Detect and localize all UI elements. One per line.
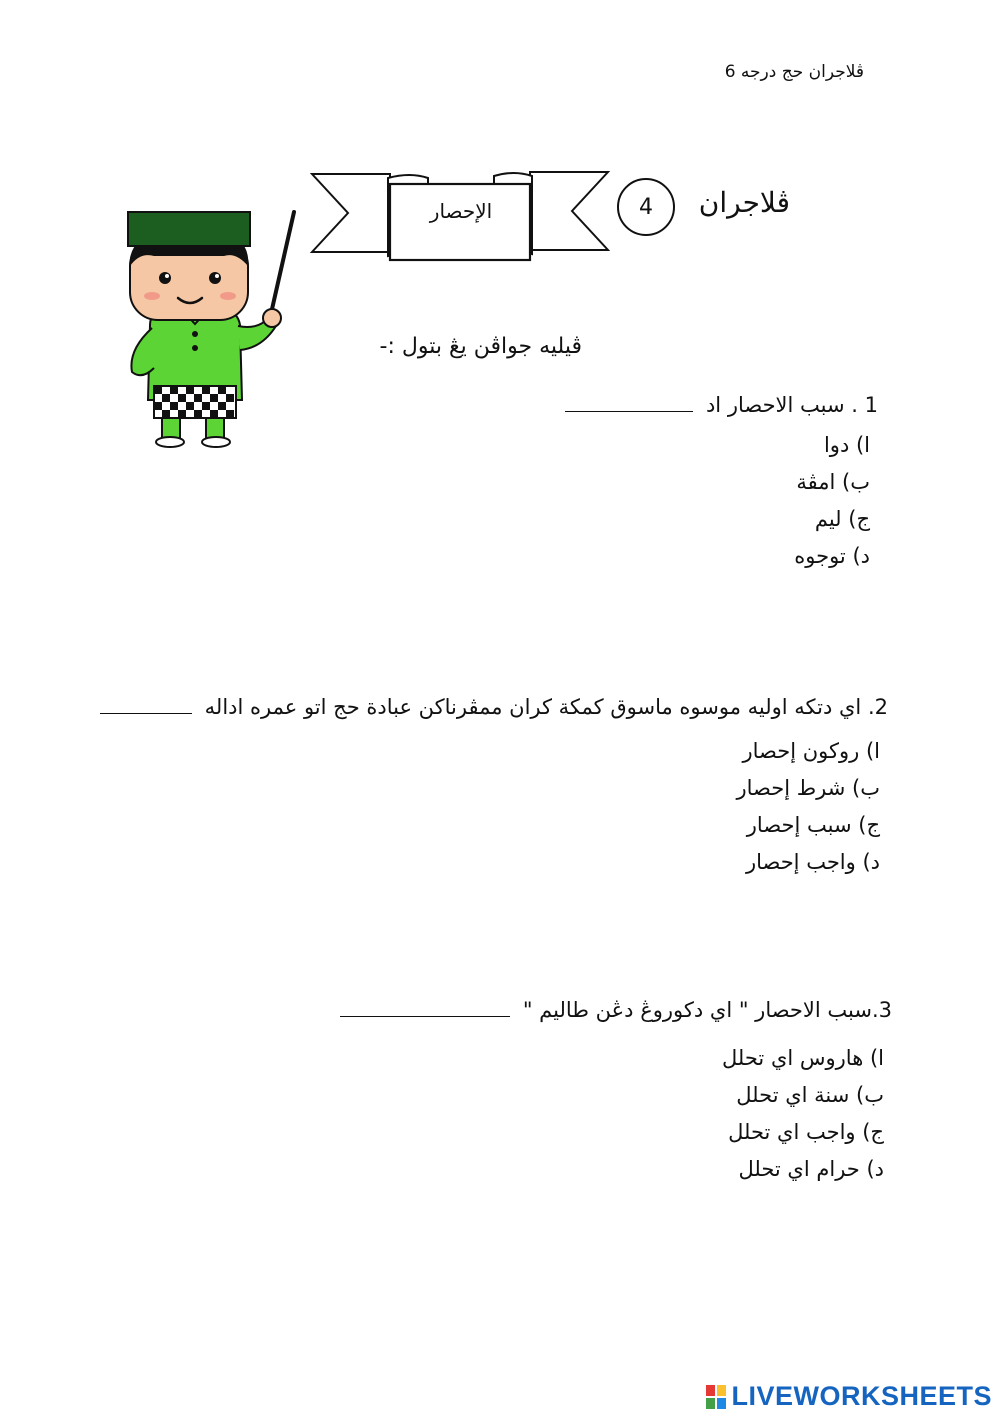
page-header: ڤلاجران حج درجه 6 — [724, 62, 864, 82]
lesson-label: ڤلاجران — [698, 186, 790, 219]
lesson-title: الإحصار — [429, 199, 493, 223]
answer-blank[interactable] — [565, 411, 693, 412]
question-2-text: 2. اي دتكه اوليه موسوه ماسوق كمكة كران ممڤرناكن عبادة حج اتو عمره اداله — [100, 695, 888, 719]
option[interactable]: ا) دوا — [823, 433, 870, 457]
question-1-text: 1 . سبب الاحصار اد — [565, 393, 878, 417]
option[interactable]: د) واجب إحصار — [745, 850, 880, 874]
question-1-block — [565, 393, 878, 568]
option[interactable]: ج) ليم — [814, 507, 870, 531]
option[interactable]: ب) امڤة — [796, 470, 870, 494]
option[interactable]: د) توجوه — [794, 544, 870, 568]
lesson-number: 4 — [639, 194, 653, 220]
question-2-block — [100, 695, 888, 874]
liveworksheets-logo — [705, 1381, 992, 1412]
option[interactable]: ج) سبب إحصار — [746, 813, 880, 837]
option[interactable]: ا) روكون إحصار — [742, 739, 880, 763]
question-3-text: 3.سبب الاحصار " اي دكوروڠ دڠن طاليم " — [340, 998, 892, 1022]
option[interactable]: د) حرام اي تحلل — [738, 1157, 884, 1181]
instructions: ڤيليه جواڤن يڠ بتول :- — [379, 334, 582, 359]
option[interactable]: ج) واجب اي تحلل — [728, 1120, 884, 1144]
option[interactable]: ب) سنة اي تحلل — [736, 1083, 884, 1107]
option[interactable]: ا) هاروس اي تحلل — [722, 1046, 884, 1070]
answer-blank[interactable] — [340, 1016, 510, 1017]
teacher-character-illustration — [120, 200, 305, 450]
question-3-block — [340, 998, 892, 1181]
answer-blank[interactable] — [100, 713, 192, 714]
lesson-number-circle — [617, 178, 675, 236]
liveworksheets-logo-icon — [705, 1384, 727, 1410]
liveworksheets-logo-text: LIVEWORKSHEETS — [731, 1381, 992, 1411]
option[interactable]: ب) شرط إحصار — [736, 776, 880, 800]
